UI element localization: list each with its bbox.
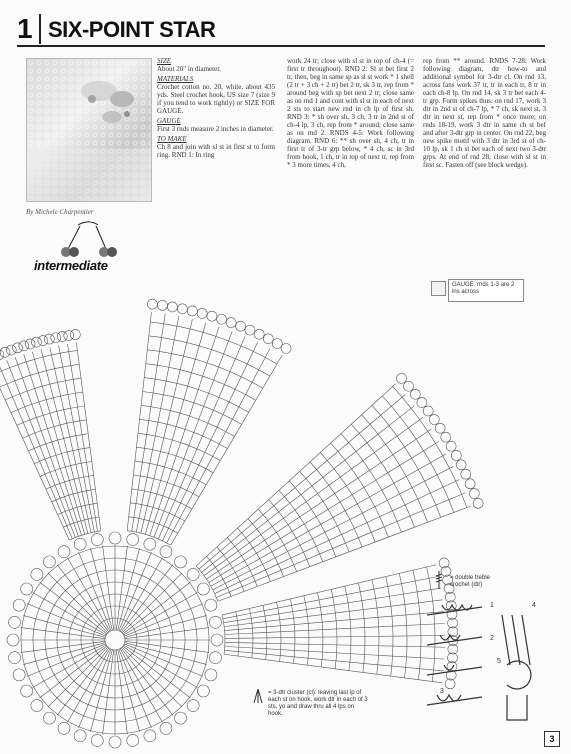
chart-stitch (122, 573, 182, 633)
chart-stitch (57, 332, 67, 342)
tomake-heading: TO MAKE (157, 135, 187, 143)
chart-stitch (226, 318, 236, 328)
chart-stitch (0, 347, 10, 357)
chart-stitch (175, 556, 187, 568)
materials-heading: MATERIALS (157, 75, 194, 83)
chart-stitch (67, 344, 97, 532)
chart-stitch (68, 558, 111, 632)
chart-stitch (21, 685, 33, 697)
chart-stitch (40, 582, 107, 634)
step-2-label: 2 (490, 635, 494, 642)
chart-stitch (43, 556, 55, 568)
chart-stitch (157, 300, 167, 310)
chart-stitch (215, 480, 460, 594)
chart-stitch (222, 565, 436, 615)
size-heading: SIZE (157, 57, 171, 65)
chart-stitch (124, 645, 198, 688)
chart-stitch (58, 546, 70, 558)
chart-stitch (187, 568, 199, 580)
chart-stitch (136, 316, 179, 532)
chart-stitch (69, 531, 101, 540)
chart-stitch (127, 312, 151, 531)
chart-stitch (404, 381, 414, 391)
chart-stitch (38, 336, 48, 346)
chart-stitch (175, 712, 187, 724)
chart-stitch (225, 646, 445, 659)
chart-stitch (225, 635, 445, 638)
chart-stitch (127, 734, 139, 746)
chart-stitch (13, 599, 25, 611)
chart-stitch (154, 331, 232, 537)
chart-stitch (123, 646, 190, 698)
chart-stitch (207, 429, 432, 579)
chart-stitch (441, 432, 451, 442)
chart-stitch (19, 341, 29, 351)
chart-stitch (225, 642, 445, 647)
step-4-label: 4 (532, 602, 536, 609)
chart-stitch (217, 314, 227, 324)
chart-stitch (204, 417, 423, 575)
chart-stitch (160, 546, 172, 558)
size-text: About 20" in diameter. (157, 65, 221, 73)
chart-stitch (167, 302, 177, 312)
chart-stitch (50, 347, 91, 532)
chart-stitch (410, 389, 420, 399)
chart-stitch (236, 321, 246, 331)
chart-stitch (216, 493, 465, 598)
materials-text: Crochet cotton no. 20, white, about 435 yds. Steel crochet hook, US size 7 (size 9 if you tend to work tightly) or SIZE FOR GAUGE. (157, 83, 275, 115)
chart-stitch (150, 327, 219, 536)
chart-group (0, 299, 483, 748)
chart-stitch (68, 649, 111, 723)
step-5-label: 5 (497, 658, 501, 665)
chart-stitch (456, 460, 466, 470)
chart-stitch (196, 566, 218, 601)
chart-stitch (272, 339, 282, 349)
chart-stitch (105, 630, 125, 650)
pattern-number: 1 (17, 14, 41, 44)
chart-stitch (33, 593, 107, 636)
chart-stitch (31, 337, 41, 347)
chart-stitch (121, 565, 173, 632)
chart-stitch (48, 573, 108, 633)
chart-stitch (70, 330, 80, 340)
chart-stitch (48, 647, 108, 707)
chart-stitch (160, 722, 172, 734)
gauge-heading: GAUGE (157, 117, 181, 125)
chart-stitch (167, 349, 270, 543)
chart-stitch (74, 538, 86, 550)
chart-stitch (197, 308, 207, 318)
chart-stitch (123, 582, 190, 634)
chart-stitch (224, 654, 442, 683)
chart-stitch (109, 736, 121, 748)
chart-stitch (397, 373, 407, 383)
chart-stitch (13, 669, 25, 681)
chart-stitch (225, 612, 444, 631)
chart-stitch (141, 319, 193, 533)
chart-stitch (6, 345, 16, 355)
chart-stitch (417, 398, 427, 408)
pattern-title: SIX-POINT STAR (48, 17, 216, 42)
chart-stitch (281, 344, 291, 354)
cluster-symbol-icon (253, 689, 263, 706)
chart-stitch (225, 624, 445, 635)
chart-stitch (451, 450, 461, 460)
chart-stitch (74, 730, 86, 742)
dtr-howto-illustration (422, 595, 542, 725)
page-number: 3 (544, 731, 560, 747)
tomake-text: Ch 8 and join with sl st in first st to form ring. RND 1: In ring (157, 143, 275, 159)
chart-stitch (0, 364, 72, 539)
chart-stitch (0, 350, 77, 374)
chart-stitch (207, 311, 217, 321)
chart-stitch (158, 337, 245, 539)
chart-stitch (9, 652, 21, 664)
chart-stitch (122, 647, 182, 707)
instructions-text-2: work 24 tr; close with sl st in top of ch-4 (= first tr throughout). RND 2: Sl st bet first 2 tr, then, beg in same sp as sl st work * 1 shell (2 tr + 3 ch + 2 tr) bet 2 tr, sk 3 tr, rep from * around beg with sp bet next 2 tr; close same as on rnd 1 and cont with sl st in each of next 2 sts to start new rnd in ch lp of first sh. RND 3: * sh over sh, 3 ch, 3 tr in 2nd st of ch-4 lp, 3 ch, rep from * around; close same as on rnd 2. RNDS 4-5: Work following diagram. RND 6: ** sh over sh, 4 ch, tr in first tr of 3-tr grp below, * 4 ch, sc in 3rd from hook, 1 ch, tr in top of next tr, rep from * 3 more times, 4 ch, (287, 57, 414, 169)
chart-stitch (205, 599, 217, 611)
chart-stitch (121, 648, 173, 715)
chart-stitch (187, 306, 197, 316)
chart-stitch (211, 634, 223, 646)
chart-stitch (91, 534, 103, 546)
chart-stitch (43, 712, 55, 724)
chart-stitch (120, 649, 163, 723)
chart-stitch (187, 700, 199, 712)
chart-stitch (91, 734, 103, 746)
gauge-text: First 3 rnds measure 2 inches in diameter. (157, 125, 274, 133)
chart-stitch (124, 593, 198, 636)
chart-stitch (7, 634, 19, 646)
chart-stitch (171, 355, 282, 545)
chart-stitch (127, 534, 139, 546)
chart-stitch (223, 576, 439, 618)
chart-stitch (423, 406, 433, 416)
chart-stitch (44, 334, 54, 344)
chart-stitch (51, 333, 61, 343)
chart-stitch (245, 325, 255, 335)
chart-stitch (435, 423, 445, 433)
chart-stitch (0, 364, 79, 387)
dtr-symbol-label: = double treble crochet (dtr) (450, 575, 490, 588)
chart-stitch (57, 648, 109, 715)
dtr-symbol-icon (434, 571, 444, 592)
chart-stitch (254, 329, 264, 339)
chart-stitch (9, 616, 21, 628)
chart-stitch (222, 615, 225, 654)
chart-stitch (461, 469, 471, 479)
chart-stitch (473, 498, 483, 508)
chart-stitch (263, 334, 273, 344)
skill-level-label: intermediate (34, 258, 108, 273)
instructions-text-3: rep from ** around. RNDS 7-28: Work following diagram, dtr how-to and additional symbol for 3-dtr cl. On rnd 13, across fans work 37 tr, tr in each tr, 8 tr in each ch-8 lp. On rnd 14, sk 3 tr bet each 4-tr grp. Form spikes thus: on rnd 17, work 3 dtr in 2nd st of ch-7 lp, * 7 ch, sk next st, 3 dtr in next st, rep from * once more; on rnds 18-19, work 3 dtr in same ch st bef and after 3-dtr grp in center. On rnd 22, beg new spike motif with 3 dtr in 3rd st of ch-10 lp, sk 1 ch st bet each of next two 3-dtr grps. At end of rnd 28, close with sl st in first sc. Fasten off (see block wedge). (423, 57, 546, 169)
chart-stitch (15, 357, 78, 536)
chart-stitch (213, 467, 453, 590)
chart-stitch (120, 558, 163, 632)
chart-stitch (144, 538, 156, 550)
chart-stitch (465, 479, 475, 489)
chart-stitch (197, 583, 209, 595)
chart-stitch (25, 339, 35, 349)
chart-stitch (209, 616, 221, 628)
chart-stitch (197, 685, 209, 697)
chart-stitch (205, 669, 217, 681)
chart-stitch (109, 532, 121, 544)
step-1-label: 1 (490, 602, 494, 609)
chart-stitch (64, 330, 74, 340)
chart-stitch (57, 565, 109, 632)
chart-stitch (224, 600, 442, 627)
chart-stitch (202, 406, 415, 572)
chart-stitch (209, 652, 221, 664)
chart-stitch (58, 722, 70, 734)
chart-stitch (469, 489, 479, 499)
chart-stitch (199, 395, 405, 569)
chart-stitch (13, 343, 23, 353)
designer-credit: By Michele Charpentier (26, 208, 94, 216)
chart-stitch (147, 299, 157, 309)
step-3-label: 3 (440, 688, 444, 695)
chart-stitch (21, 583, 33, 595)
chart-stitch (31, 700, 43, 712)
chart-stitch (429, 415, 439, 425)
chart-stitch (225, 650, 444, 671)
chart-stitch (40, 646, 107, 698)
chart-stitch (31, 568, 43, 580)
cluster-symbol-label: = 3-dtr cluster (cl): leaving last lp of each st on hook, work dtr in each of 3 sts, yo and draw thru all 4 lps on hook. (268, 690, 368, 717)
chart-stitch (177, 304, 187, 314)
chart-stitch (446, 441, 456, 451)
gauge-box: GAUGE: rnds 1-3 are 2 ins across (448, 279, 524, 302)
chart-stitch (144, 730, 156, 742)
chart-stitch (33, 645, 107, 688)
